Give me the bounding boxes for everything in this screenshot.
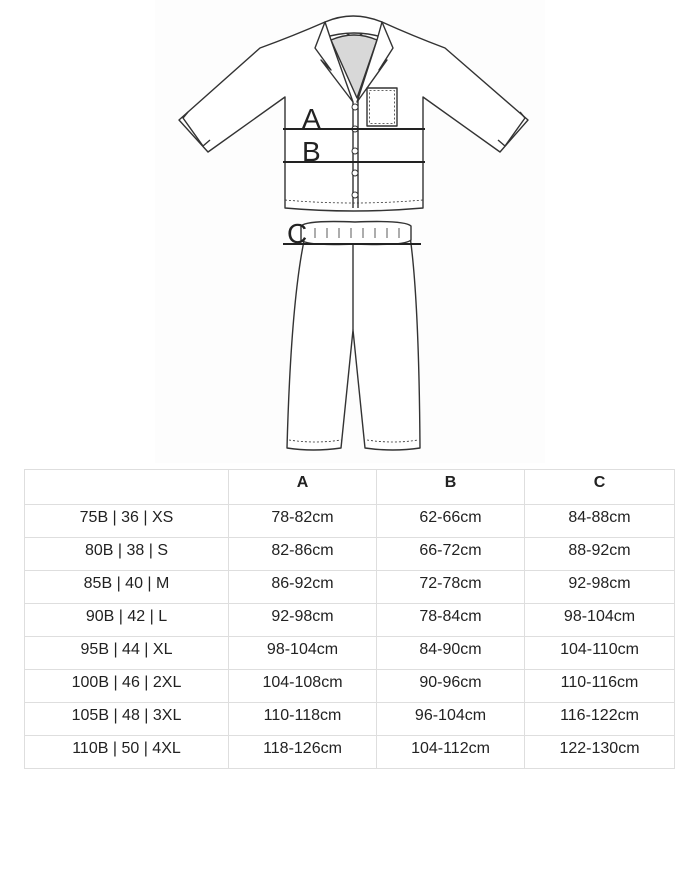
measure-a-cell: 104-108cm (229, 670, 377, 703)
table-row (25, 703, 675, 736)
measure-c-cell: 84-88cm (525, 505, 675, 538)
size-cell: 85B | 40 | M (25, 571, 229, 604)
size-cell: 110B | 50 | 4XL (25, 736, 229, 769)
table-row (25, 637, 675, 670)
header-cell-size (25, 470, 229, 505)
table-row (25, 538, 675, 571)
size-cell: 90B | 42 | L (25, 604, 229, 637)
measure-b-cell: 78-84cm (377, 604, 525, 637)
size-cell: 105B | 48 | 3XL (25, 703, 229, 736)
measure-b-cell: 66-72cm (377, 538, 525, 571)
measure-c-cell: 92-98cm (525, 571, 675, 604)
size-cell: 75B | 36 | XS (25, 505, 229, 538)
table-row (25, 505, 675, 538)
chest-pocket (367, 88, 397, 126)
label-a: A (302, 103, 321, 134)
measure-b-cell: 84-90cm (377, 637, 525, 670)
size-chart-table (24, 469, 675, 769)
table-row (25, 736, 675, 769)
measure-c-cell: 122-130cm (525, 736, 675, 769)
measure-a-cell: 98-104cm (229, 637, 377, 670)
size-cell: 95B | 44 | XL (25, 637, 229, 670)
measure-a-cell: 110-118cm (229, 703, 377, 736)
measure-a-cell: 86-92cm (229, 571, 377, 604)
size-cell: 100B | 46 | 2XL (25, 670, 229, 703)
measure-c-cell: 104-110cm (525, 637, 675, 670)
header-cell-a: A (229, 470, 377, 505)
measure-c-cell: 110-116cm (525, 670, 675, 703)
table-row (25, 571, 675, 604)
measure-c-cell: 88-92cm (525, 538, 675, 571)
measure-b-cell: 62-66cm (377, 505, 525, 538)
measure-b-cell: 104-112cm (377, 736, 525, 769)
measure-a-cell: 78-82cm (229, 505, 377, 538)
size-cell: 80B | 38 | S (25, 538, 229, 571)
measure-a-cell: 82-86cm (229, 538, 377, 571)
table-row (25, 604, 675, 637)
header-cell-b: B (377, 470, 525, 505)
pajama-illustration (155, 0, 545, 463)
measure-b-cell: 90-96cm (377, 670, 525, 703)
measure-b-cell: 96-104cm (377, 703, 525, 736)
pajama-drawing (155, 0, 545, 463)
measure-a-cell: 92-98cm (229, 604, 377, 637)
measure-c-cell: 98-104cm (525, 604, 675, 637)
header-cell-c: C (525, 470, 675, 505)
table-row (25, 670, 675, 703)
waistband (301, 222, 411, 245)
measure-c-cell: 116-122cm (525, 703, 675, 736)
measure-a-cell: 118-126cm (229, 736, 377, 769)
label-c: C (287, 218, 308, 249)
label-b: B (302, 136, 321, 167)
table-header-row (25, 470, 675, 505)
measure-b-cell: 72-78cm (377, 571, 525, 604)
